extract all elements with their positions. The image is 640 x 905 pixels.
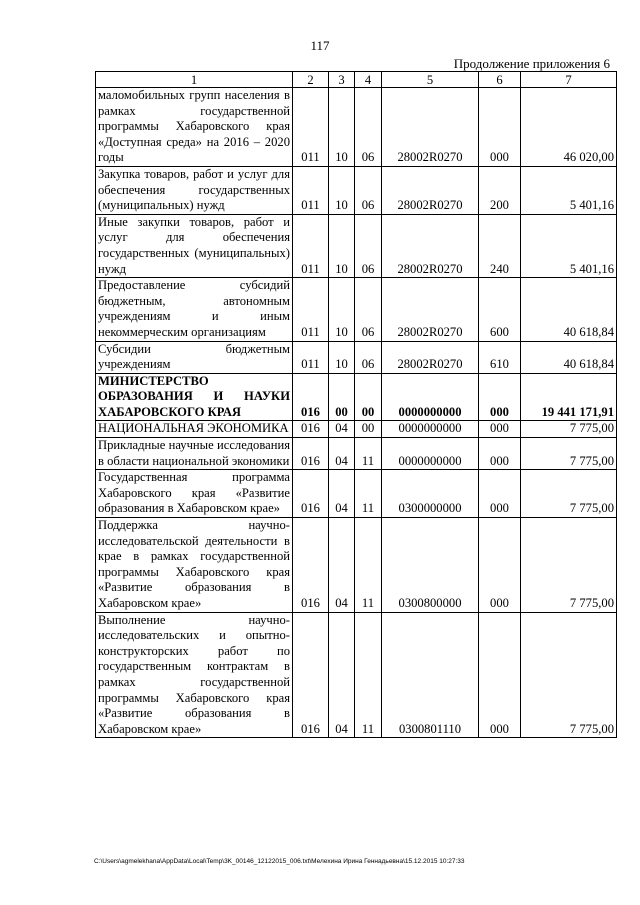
table-row [96,373,617,421]
continuation-label: Продолжение приложения 6 [453,56,610,71]
expense-type-cell: 000 [479,373,521,421]
expense-type-cell: 000 [479,88,521,167]
table-row [96,421,617,438]
expense-type-cell: 240 [479,214,521,277]
amount-cell: 46 020,00 [521,88,617,167]
column-header: 2 [293,72,329,88]
expense-type-cell: 600 [479,278,521,341]
amount-cell: 7 775,00 [521,612,617,738]
glava-cell: 011 [293,341,329,373]
section-cell: 04 [329,438,355,470]
column-header: 1 [96,72,293,88]
table-row [96,470,617,518]
amount-cell: 40 618,84 [521,341,617,373]
amount-cell: 7 775,00 [521,421,617,438]
section-cell: 10 [329,88,355,167]
subsection-cell: 06 [355,88,382,167]
row-name-cell: НАЦИОНАЛЬНАЯ ЭКОНОМИКА [96,421,293,438]
expense-type-cell: 200 [479,166,521,214]
glava-cell: 011 [293,88,329,167]
section-cell: 04 [329,518,355,613]
target-article-cell: 0000000000 [382,438,479,470]
subsection-cell: 06 [355,341,382,373]
table-row [96,612,617,738]
glava-cell: 011 [293,278,329,341]
target-article-cell: 28002R0270 [382,341,479,373]
subsection-cell: 11 [355,612,382,738]
section-cell: 00 [329,373,355,421]
target-article-cell: 28002R0270 [382,214,479,277]
section-cell: 04 [329,470,355,518]
row-name-cell: Прикладные научные исследования в области национальной экономики [96,438,293,470]
subsection-cell: 06 [355,278,382,341]
table-row [96,518,617,613]
amount-cell: 40 618,84 [521,278,617,341]
page-number: 117 [310,38,330,53]
row-name-cell: Закупка товаров, работ и услуг для обеспечения государственных (муниципальных) нужд [96,166,293,214]
row-name-cell: МИНИСТЕРСТВО ОБРАЗОВАНИЯ И НАУКИ ХАБАРОВСКОГО КРАЯ [96,373,293,421]
table-row [96,214,617,277]
table-row [96,438,617,470]
glava-cell: 016 [293,421,329,438]
row-name-cell: Иные закупки товаров, работ и услуг для обеспечения государственных (муниципальных) нужд [96,214,293,277]
header-row [96,72,617,88]
target-article-cell: 28002R0270 [382,88,479,167]
amount-cell: 7 775,00 [521,438,617,470]
section-cell: 04 [329,421,355,438]
section-cell: 10 [329,214,355,277]
glava-cell: 016 [293,438,329,470]
row-name-cell: Поддержка научно-исследовательской деятельности в крае в рамках государственной программы Хабаровского края «Развитие образования в Хабаровском крае» [96,518,293,613]
row-name-cell: Государственная программа Хабаровского края «Развитие образования в Хабаровском крае» [96,470,293,518]
expense-type-cell: 000 [479,438,521,470]
row-name-cell: Предоставление субсидий бюджетным, автономным учреждениям и иным некоммерческим организациям [96,278,293,341]
subsection-cell: 06 [355,214,382,277]
subsection-cell: 11 [355,518,382,613]
target-article-cell: 28002R0270 [382,166,479,214]
file-path-footer: C:\Users\agmelekhana\AppData\Local\Temp\3K_00146_12122015_006.txt\Мелехина Ирина Геннадьевна\15.12.2015 10:27:33 [94,858,465,865]
amount-cell: 7 775,00 [521,470,617,518]
amount-cell: 19 441 171,91 [521,373,617,421]
glava-cell: 016 [293,470,329,518]
subsection-cell: 00 [355,373,382,421]
column-header: 3 [329,72,355,88]
section-cell: 04 [329,612,355,738]
expense-type-cell: 000 [479,421,521,438]
target-article-cell: 28002R0270 [382,278,479,341]
glava-cell: 016 [293,612,329,738]
section-cell: 10 [329,341,355,373]
budget-table [95,71,617,738]
target-article-cell: 0300000000 [382,470,479,518]
expense-type-cell: 000 [479,518,521,613]
glava-cell: 016 [293,518,329,613]
column-header: 6 [479,72,521,88]
expense-type-cell: 000 [479,470,521,518]
table-row [96,88,617,167]
row-name-cell: маломобильных групп населения в рамках государственной программы Хабаровского края «Доступная среда» на 2016 – 2020 годы [96,88,293,167]
amount-cell: 7 775,00 [521,518,617,613]
subsection-cell: 11 [355,470,382,518]
column-header: 7 [521,72,617,88]
expense-type-cell: 000 [479,612,521,738]
subsection-cell: 06 [355,166,382,214]
target-article-cell: 0300800000 [382,518,479,613]
target-article-cell: 0300801110 [382,612,479,738]
amount-cell: 5 401,16 [521,214,617,277]
column-header: 4 [355,72,382,88]
subsection-cell: 11 [355,438,382,470]
column-header: 5 [382,72,479,88]
target-article-cell: 0000000000 [382,373,479,421]
section-cell: 10 [329,278,355,341]
row-name-cell: Выполнение научно-исследовательских и опытно-конструкторских работ по государственным контрактам в рамках государственной программы Хабаровского края «Развитие образования в Хабаровском крае» [96,612,293,738]
expense-type-cell: 610 [479,341,521,373]
table-row [96,341,617,373]
amount-cell: 5 401,16 [521,166,617,214]
table-row [96,278,617,341]
glava-cell: 011 [293,214,329,277]
subsection-cell: 00 [355,421,382,438]
target-article-cell: 0000000000 [382,421,479,438]
glava-cell: 016 [293,373,329,421]
table-row [96,166,617,214]
row-name-cell: Субсидии бюджетным учреждениям [96,341,293,373]
glava-cell: 011 [293,166,329,214]
section-cell: 10 [329,166,355,214]
